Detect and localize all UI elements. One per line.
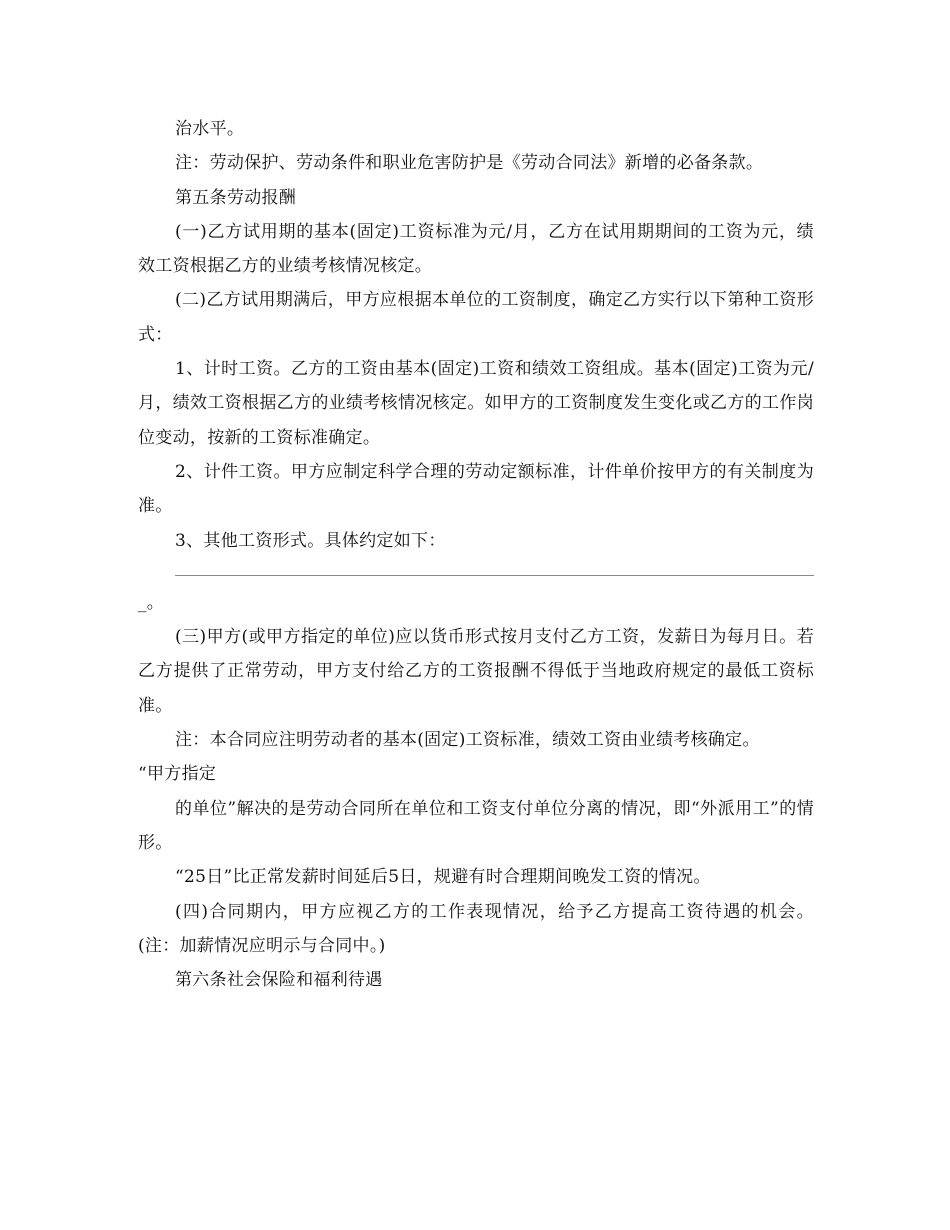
document-body [138, 112, 814, 997]
paragraph: 1、计时工资。乙方的工资由基本(固定)工资和绩效工资组成。基本(固定)工资为元/月，绩效工资根据乙方的业绩考核情况核定。如甲方的工资制度发生变化或乙方的工作岗位变动，按新的工资标准确定。 [138, 359, 814, 448]
section-heading: 第六条社会保险和福利待遇 [175, 970, 383, 991]
note-paragraph: 注：本合同应注明劳动者的基本(固定)工资标准，绩效工资由业绩考核确定。 [175, 730, 760, 751]
paragraph: (二)乙方试用期满后，甲方应根据本单位的工资制度，确定乙方实行以下第种工资形式： [138, 290, 814, 345]
note-paragraph: 注：劳动保护、劳动条件和职业危害防护是《劳动合同法》新增的必备条款。 [175, 153, 764, 174]
blank-line-end: _。 [138, 592, 165, 613]
section-heading: 第五条劳动报酬 [175, 187, 297, 208]
paragraph: 治水平。 [175, 119, 245, 139]
paragraph: (三)甲方(或甲方指定的单位)应以货币形式按月支付乙方工资，发薪日为每月日。若乙方提供了正常劳动，甲方支付给乙方的工资报酬不得低于当地政府规定的最低工资标准。 [138, 627, 814, 716]
fill-in-blank-line [175, 575, 814, 576]
paragraph: (四)合同期内，甲方应视乙方的工作表现情况，给予乙方提高工资待遇的机会。(注：加薪情况应明示与合同中。) [138, 901, 814, 956]
paragraph: (一)乙方试用期的基本(固定)工资标准为元/月，乙方在试用期期间的工资为元，绩效工资根据乙方的业绩考核情况核定。 [138, 221, 814, 277]
paragraph: 2、计件工资。甲方应制定科学合理的劳动定额标准，计件单价按甲方的有关制度为准。 [138, 461, 814, 517]
paragraph: 3、其他工资形式。具体约定如下： [175, 530, 446, 551]
paragraph: “25日”比正常发薪时间延后5日，规避有时合理期间晚发工资的情况。 [175, 867, 711, 888]
paragraph: 的单位”解决的是劳动合同所在单位和工资支付单位分离的情况，即“外派用工”的情形。 [138, 798, 814, 853]
paragraph: “甲方指定 [138, 764, 217, 785]
